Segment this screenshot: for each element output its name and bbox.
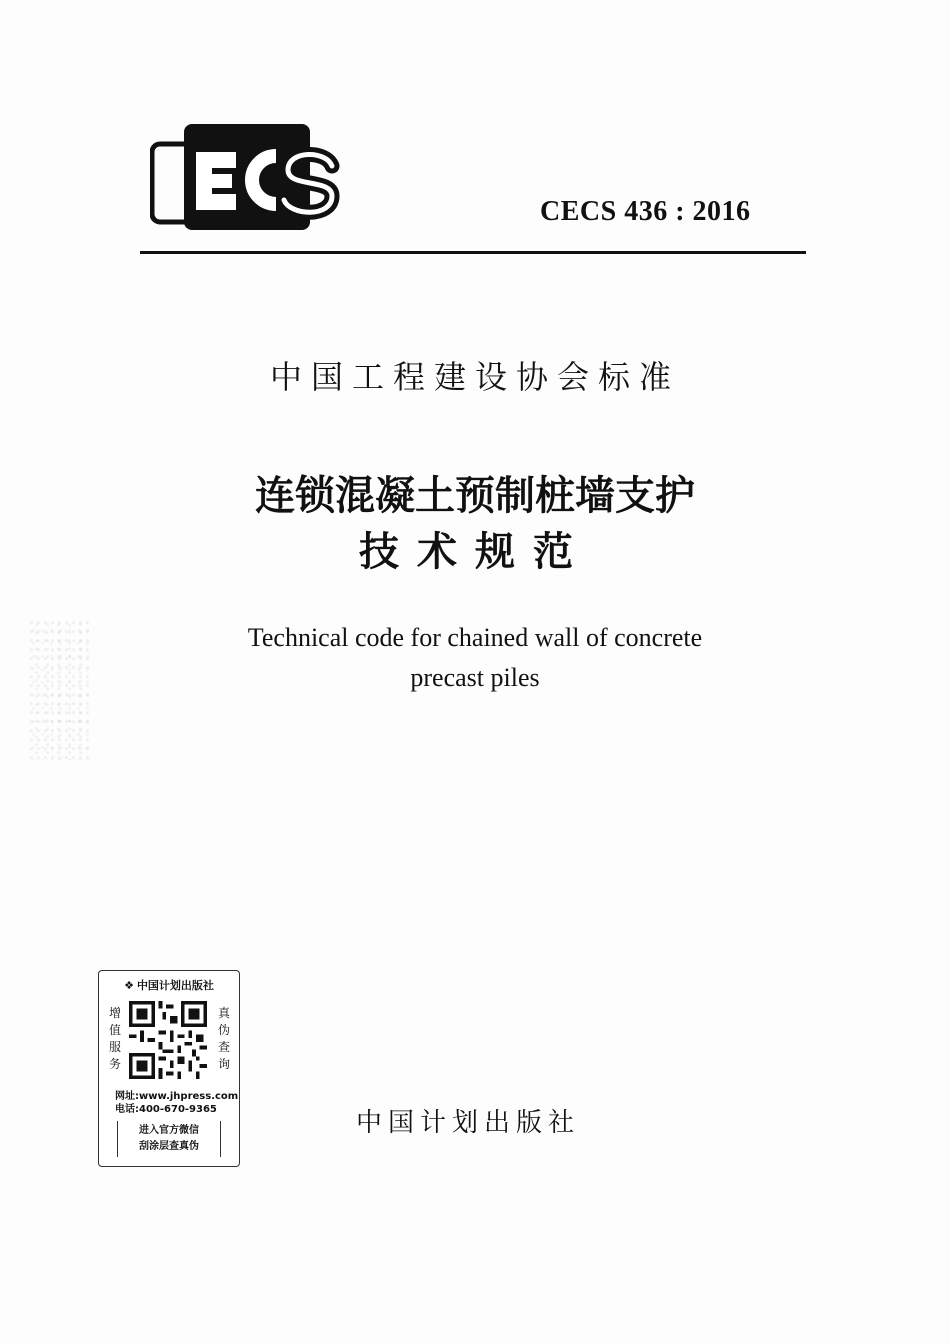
- english-title: [0, 618, 950, 698]
- english-title-line2: precast piles: [410, 663, 540, 692]
- stamp-phone: 电话:400-670-9365: [115, 1104, 217, 1115]
- standard-type-heading: 中国工程建设协会标准: [269, 358, 680, 396]
- chinese-title: [0, 468, 950, 580]
- publisher-emblem-icon: ❖: [124, 979, 134, 992]
- chinese-title-line1: 连锁混凝土预制桩墙支护: [255, 473, 695, 519]
- chinese-title-line2: 技术规范: [359, 529, 591, 575]
- value-added-service-label: 增值服务: [108, 1006, 121, 1071]
- scratch-instruction-line1: 进入官方微信: [139, 1125, 199, 1136]
- scratch-instructions: [117, 1121, 221, 1157]
- scratch-instruction-line2: 刮涂层查真伪: [139, 1141, 199, 1152]
- stamp-publisher-name: 中国计划出版社: [136, 979, 214, 992]
- authenticity-check-label: 真伪查询: [217, 1006, 230, 1071]
- ecs-logo: [150, 122, 340, 234]
- publisher-name: 中国计划出版社: [356, 1108, 581, 1138]
- stamp-website: 网址:www.jhpress.com: [115, 1091, 239, 1102]
- anti-counterfeit-label: [98, 970, 240, 1167]
- english-title-line1: Technical code for chained wall of concrete: [247, 623, 703, 652]
- stamp-publisher-header: [107, 977, 231, 993]
- qr-code[interactable]: [129, 1001, 207, 1079]
- header-divider: [140, 251, 806, 254]
- standard-code-number: CECS 436 : 2016: [540, 196, 751, 227]
